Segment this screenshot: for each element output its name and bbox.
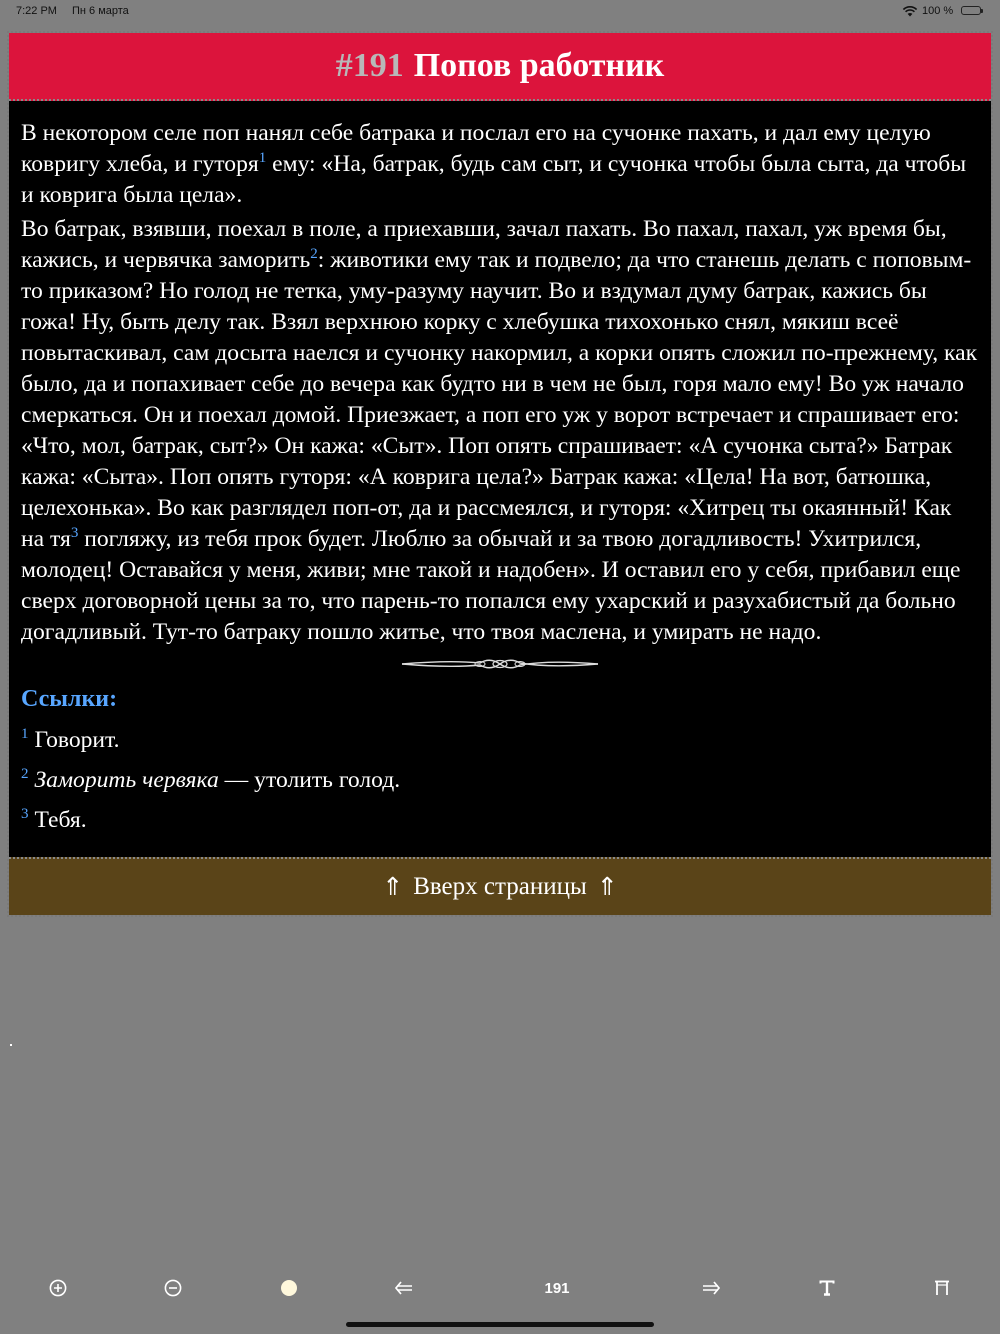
- minus-circle-icon[interactable]: [161, 1276, 185, 1300]
- footnote-link-3[interactable]: 3: [70, 525, 79, 542]
- plus-circle-icon[interactable]: [46, 1276, 70, 1300]
- footnote-3: [21, 805, 979, 836]
- footnote-link-2[interactable]: 2: [310, 246, 318, 263]
- text-format-icon[interactable]: [815, 1276, 839, 1300]
- status-bar: [0, 0, 1000, 24]
- footnote-number[interactable]: 1: [21, 726, 29, 743]
- bookmark-icon[interactable]: [930, 1276, 954, 1300]
- status-time: 7:22 PM: [16, 5, 57, 17]
- footnote-number[interactable]: 3: [21, 806, 29, 823]
- article-title: Попов работник: [413, 47, 665, 84]
- double-arrow-up-icon: ⇑: [596, 874, 618, 901]
- footnote-1: [21, 725, 979, 756]
- paragraph-text: погляжу, из тебя прок будет. Люблю за обычай и за твою догадливость! Ухитрился, молодец! Оставайся у меня, живи; мне такой и надобен». И оставил его у себя, прибавил еще сверх договорной цены за то, что парень-то попался ему ухарский и разухабистый да больно догадливый. Тут-то батраку пошло житье, что твоя маслена, и умирать не надо.: [21, 526, 961, 645]
- article-header: [9, 33, 991, 101]
- article-body: [9, 101, 991, 857]
- battery-icon: [961, 6, 981, 15]
- paragraph-text: : животики ему так и подвело; да что станешь делать с поповым-то приказом? Но голод не тетка, уму-разуму научит. Во и вздумал думу батрак, кажись бы гожа! Ну, быть делу так. Взял верхнюю корку с хлебушка тихохонько снял, мякиш всеё повытаскивал, сам досыта наелся и сучонку накормил, а корки опять сложил по-прежнему, как было, да и попахивает себе до вечера как будто ни в чем не был, горя мало ему! Во уж начало смеркаться. Он и поехал домой. Приезжает, а поп его уж у ворот встречает и спрашивает его: «Что, мол, батрак, сыт?» Он кажа: «Сыт». Поп опять спрашивает: «А сучонка сыта?» Батрак кажа: «Сыта». Поп опять гуторя: «А коврига цела?» Батрак кажа: «Цела! На вот, батюшка, целехонька». Во как разглядел поп-от, да и рассмеялся, и гуторя: «Хитрец ты окаянный! Как на тя: [21, 247, 978, 552]
- arrow-right-icon[interactable]: [699, 1276, 723, 1300]
- article-number: #191: [335, 47, 404, 84]
- footnote-text: Тебя.: [34, 807, 87, 833]
- bottom-toolbar: [0, 1262, 1000, 1314]
- links-heading: Ссылки:: [21, 686, 118, 712]
- arrow-left-icon[interactable]: [392, 1276, 416, 1300]
- back-to-top-button[interactable]: [9, 857, 991, 915]
- status-date: Пн 6 марта: [72, 5, 129, 17]
- paragraph-text: В некотором селе поп нанял себе батрака и послал его на сучонке пахать, и дал ему целую ковригу хлеба, и гуторя: [21, 120, 931, 177]
- footnote-2: [21, 765, 979, 796]
- ornament-divider: [21, 654, 979, 674]
- footnote-text: — утолить голод.: [218, 767, 401, 793]
- paragraph-text: Во батрак, взявши, поехал в поле, а приехавши, зачал пахать. Во пахал, пахал, уж время бы, кажись, и червячка заморить: [21, 216, 947, 273]
- battery-percent: 100 %: [922, 5, 954, 17]
- wifi-icon: [902, 5, 918, 17]
- footnote-text: Говорит.: [34, 727, 120, 753]
- footnote-italic-term: Заморить червяка: [34, 767, 219, 793]
- home-indicator: [346, 1322, 654, 1327]
- back-to-top-label: Вверх страницы: [413, 873, 587, 900]
- theme-circle-icon[interactable]: [277, 1276, 301, 1300]
- double-arrow-up-icon: ⇑: [382, 874, 404, 901]
- article-card: [9, 33, 991, 915]
- page-number[interactable]: 191: [544, 1279, 570, 1297]
- footnote-number[interactable]: 2: [21, 766, 29, 783]
- paragraph-1: [21, 118, 979, 211]
- paragraph-text: ему: «На, батрак, будь сам сыт, и сучонка чтобы была сыта, да чтобы и коврига была цела».: [21, 151, 967, 208]
- footnote-link-1[interactable]: 1: [258, 150, 267, 167]
- stray-dot: [10, 1044, 12, 1046]
- paragraph-2: [21, 214, 979, 648]
